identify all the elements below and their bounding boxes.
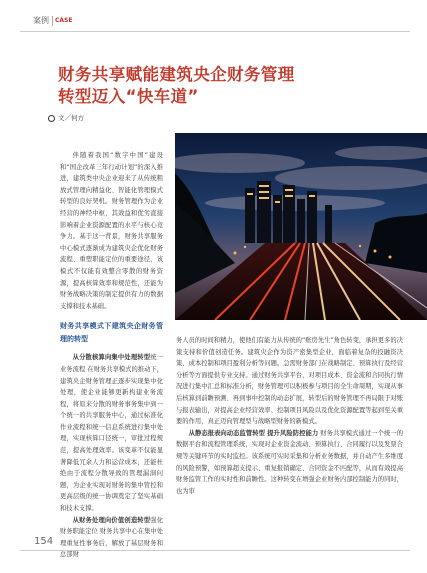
bottom-rule	[20, 550, 410, 551]
page-header	[0, 14, 427, 28]
subsection-3	[176, 428, 403, 498]
subsection-1	[60, 352, 163, 514]
subsection-2-text: 强化财务职能定位 财务共享中心在集中处理重复性事务后，解放了基层财务和总部财	[60, 516, 164, 559]
author-line	[48, 113, 84, 122]
title-line-2: 转型迈入“快车道”	[58, 87, 199, 106]
header-divider	[52, 16, 53, 26]
subsection-3-text: 财务共享模式通过一个统一的数据平台和流程管理系统，实现对企业资金流动、预算执行、合同履行以及发票合规等关键环节的实时监控。该系统可实时采集和分析业务数据，并自动产生多维度的风险预警，如预算超支提示、重复报销确定、合同资金不匹配等，从而有效提高财务监管工作的实时性和前瞻性。这种转变在增强企业财务内部控制能力的同时，也为审	[176, 429, 403, 495]
author-name: 文／何方	[58, 114, 84, 122]
left-column	[60, 150, 163, 561]
subsection-1-text: 统一业务流程 在财务共享模式的推动下，建筑央企财务管理正逐步实现集中化处理，使企业能够更新构建业务流程，将原来分散的财务事务集中到一个统一的共享服务中心，通过标准化作业流程和统一信息系统进行集中处理，实现核算口径统一，审批过程规范，提高处理效率。该变革不仅能显著降低冗余人力和运营成本，还能杜绝由于流程分散导致的管理漏洞问题，为企业实现对财务的集中管控和更高层级的统一协调奠定了坚实基础和技术支撑。	[60, 354, 164, 513]
bullet-circle-icon	[48, 115, 55, 122]
top-rule	[20, 31, 410, 32]
title-line-1: 财务共享赋能建筑央企财务管理	[58, 65, 295, 84]
section-heading: 财务共享模式下建筑央企财务管理的转型	[60, 322, 163, 344]
subsection-2-title: 从财务处理向价值创造转型	[72, 516, 151, 524]
subsection-2	[60, 515, 163, 561]
subsection-1-title: 从分散核算向集中处理转型	[72, 354, 151, 362]
article-title	[58, 64, 388, 108]
continued-paragraph: 务人员的时间和精力，使他们有能力从传统的“账房先生”角色转变，承担更多的决策支持和价值创造任务。建筑央企作为资产密集型企业，面临着复杂的投融资决策、成本控制和项目盈利分析等问题。急需财务部门在战略制定、预算执行及经营分析等方面提供专业支持。通过财务共享平台，对项目成本、资金流和合同执行情况进行集中汇总和标准分析，财务管理可以积极参与项目的全生命周期，实现从事后核算到前瞻预测、再到事中控制的动态扩展，转型后的财务管理不再局限于对账与报表输出，对提高企业经营效率、控制项目风险以及优化资源配置等起到至关重要的作用，真正迈向管理型与战略型财务的新模式。	[176, 337, 403, 426]
right-column	[176, 335, 403, 497]
section-label: 案例	[33, 16, 49, 25]
section-label-en: CASE	[55, 17, 73, 24]
page-number: 154	[34, 536, 54, 547]
city-night-photo	[175, 133, 427, 320]
subsection-3-title: 从静态报表向动态监管转型 提升风险防控能力	[188, 429, 319, 437]
intro-paragraph: 伴随着我国“数字中国”建设和“国企改革三年行动计划”的深入推进，建筑类中央企业迎来了从传统粗放式管理向精益化、智能化管理模式转型的良好契机。财务管理作为企业经营的神经中枢，其效益和优劣直接影响着企业资源配置的水平与核心竞争力。基于这一背景，财务共享服务中心模式逐渐成为建筑央企优化财务流程、重塑职能定位的重要途径，该模式不仅能有效整合零散的财务资源，提高核算效率和规范性，还能为财务战略决策的制定提供有力的数据支撑和技术基础。	[60, 152, 163, 310]
